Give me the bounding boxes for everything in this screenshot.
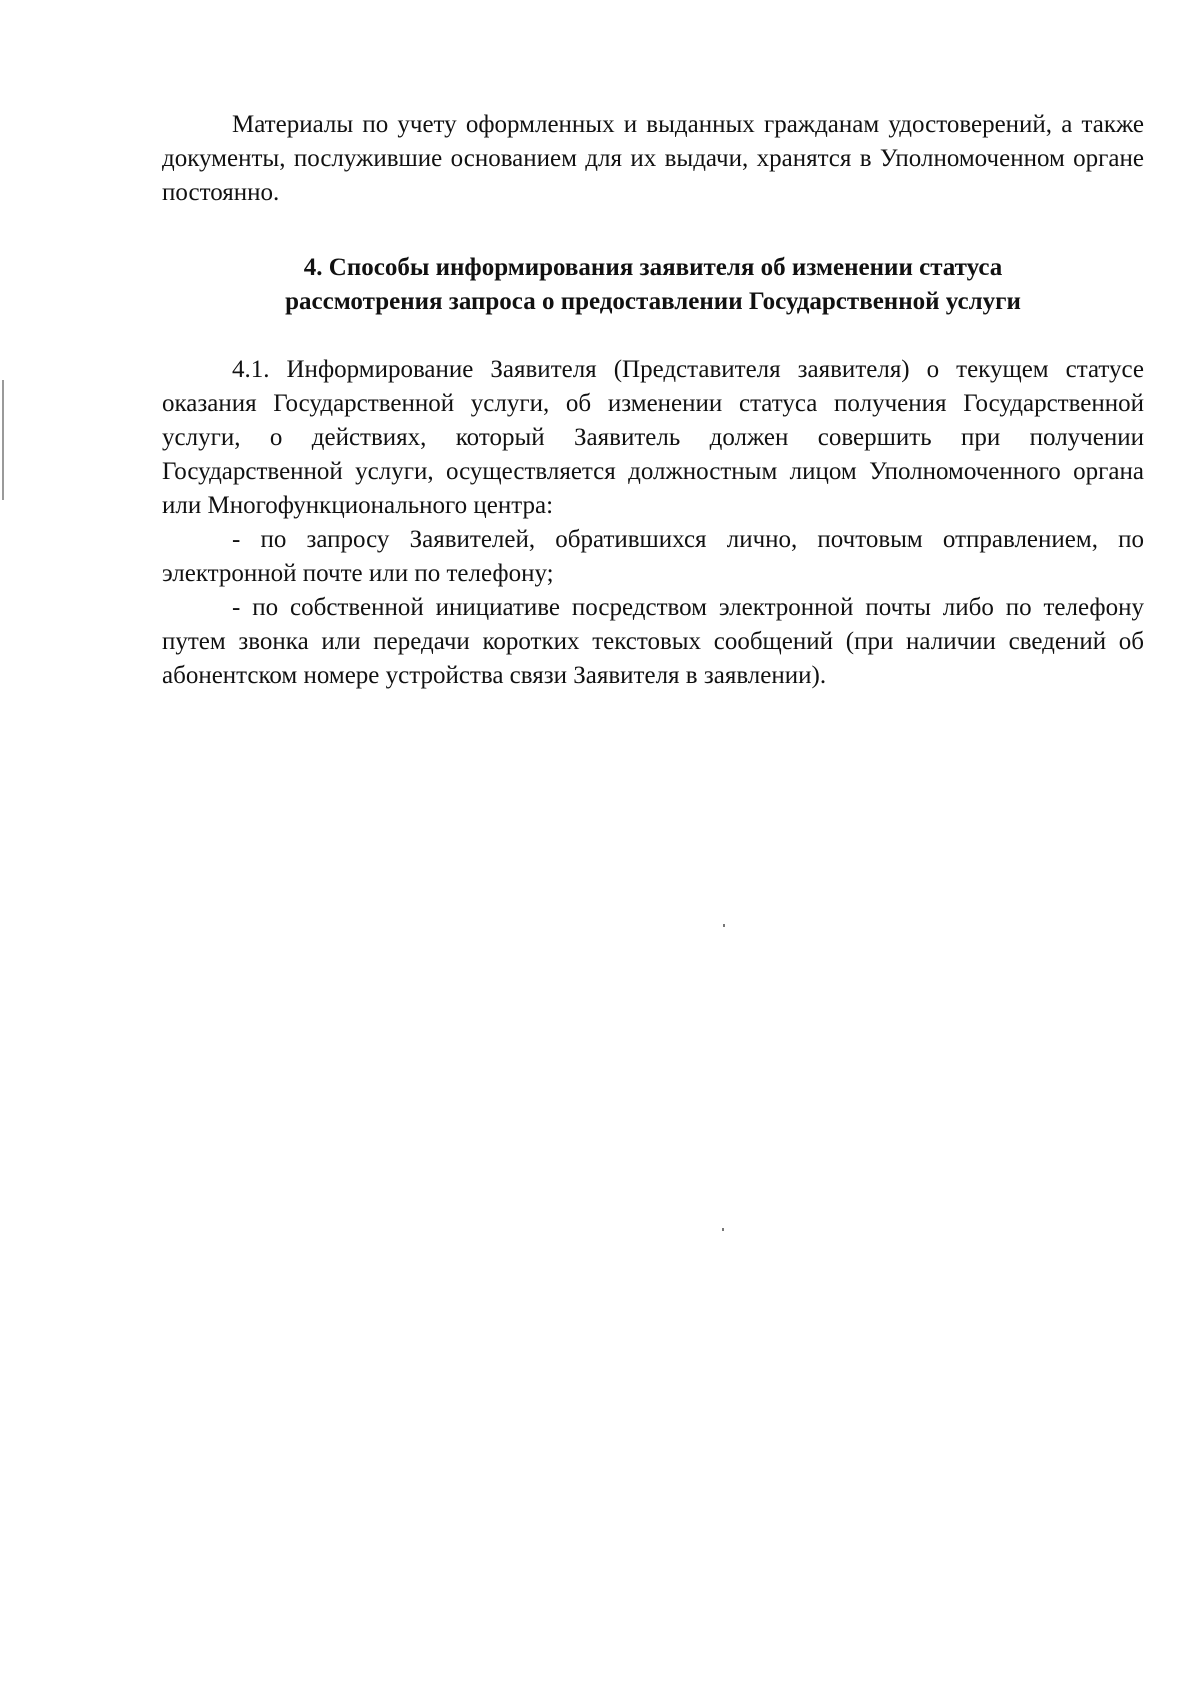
section-heading-line-1: 4. Способы информирования заявителя об изменении статуса bbox=[303, 254, 1003, 281]
document-body bbox=[162, 108, 1144, 693]
scan-edge-mark bbox=[2, 380, 4, 500]
scan-speck bbox=[722, 1228, 724, 1231]
scan-speck bbox=[723, 924, 725, 927]
bullet-item-1: - по запросу Заявителей, обратившихся лично, почтовым отправлением, по электронной почте или по телефону; bbox=[162, 526, 1144, 587]
section-heading bbox=[162, 251, 1144, 319]
paragraph-storage: Материалы по учету оформленных и выданных гражданам удостоверений, а также документы, послужившие основанием для их выдачи, хранятся в Уполномоченном органе постоянно. bbox=[162, 111, 1144, 206]
paragraph-4-1: 4.1. Информирование Заявителя (Представителя заявителя) о текущем статусе оказания Государственной услуги, об изменении статуса получения Государственной услуги, о действиях, который Заявитель должен совершить при получении Государственной услуги, осуществляется должностным лицом Уполномоченного органа или Многофункционального центра: bbox=[162, 356, 1144, 519]
bullet-item-2: - по собственной инициативе посредством электронной почты либо по телефону путем звонка или передачи коротких текстовых сообщений (при наличии сведений об абонентском номере устройства связи Заявителя в заявлении). bbox=[162, 594, 1144, 689]
section-heading-line-2: рассмотрения запроса о предоставлении Государственной услуги bbox=[285, 288, 1021, 315]
